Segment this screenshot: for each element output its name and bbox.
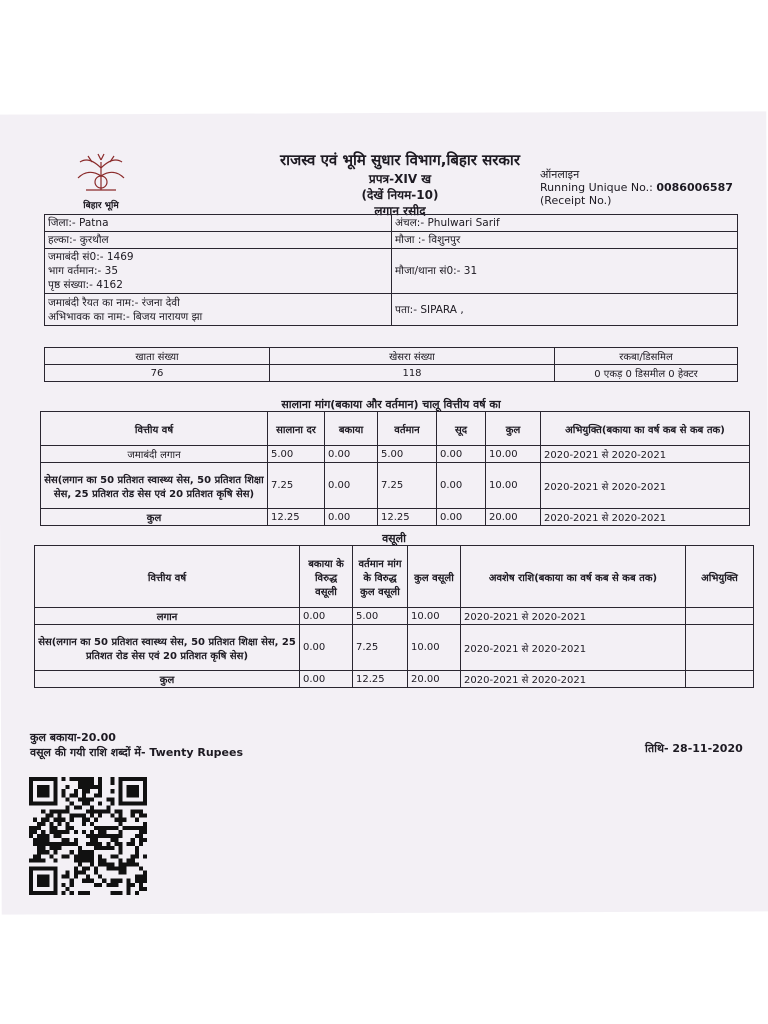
collection-table <box>34 545 754 688</box>
col-current: वर्तमान <box>378 412 437 446</box>
cell-year: कुल <box>35 671 300 688</box>
prishth-sankhya: पृष्ठ संख्या:- 4162 <box>48 279 123 291</box>
rule-reference: (देखें नियम-10) <box>361 188 439 202</box>
cell-total-collection: 10.00 <box>408 608 461 625</box>
col-arrear-collection: बकाया के विरुद्ध वसूली <box>300 546 353 608</box>
info-table <box>44 214 738 326</box>
halka: हल्का:- कुरथौल <box>45 232 392 249</box>
cell-year: लगान <box>35 608 300 625</box>
address: पता:- SIPARA , <box>392 294 738 326</box>
receipt-date: तिथि- 28-11-2020 <box>645 742 743 755</box>
demand-caption: सालाना मांग(बकाया और वर्तमान) चालू वित्तीय वर्ष का <box>281 398 501 411</box>
cell-year: कुल <box>41 509 268 526</box>
cell-total: 20.00 <box>486 509 541 526</box>
cell-arrear-collection: 0.00 <box>300 625 353 671</box>
mauja: मौजा :- विशुनपुर <box>392 232 738 249</box>
col-total-collection: कुल वसूली <box>408 546 461 608</box>
unique-no-value: 0086006587 <box>656 181 733 194</box>
cell-year: सेस(लगान का 50 प्रतिशत स्वास्थ्य सेस, 50 प्रतिशत शिक्षा सेस, 25 प्रतिशत रोड सेस एवं 20 प्रतिशत कृषि सेस) <box>41 463 268 509</box>
thana-no: मौजा/थाना सं0:- 31 <box>392 249 738 294</box>
table-row <box>41 463 750 509</box>
form-number: प्रपत्र-XIV ख <box>368 172 432 186</box>
cell-year: सेस(लगान का 50 प्रतिशत स्वास्थ्य सेस, 50 प्रतिशत शिक्षा सेस, 25 प्रतिशत रोड सेस एवं 20 प्रतिशत कृषि सेस) <box>35 625 300 671</box>
khesra-header: खेसरा संख्या <box>270 348 555 365</box>
cell-remark <box>686 671 754 688</box>
collection-caption: वसूली <box>382 532 406 545</box>
rakba-header: रकबा/डिसमिल <box>555 348 738 365</box>
cell-total-collection: 20.00 <box>408 671 461 688</box>
col-current-collection: वर्तमान मांग के विरुद्ध कुल वसूली <box>353 546 408 608</box>
col-remark: अभियुक्ति(बकाया का वर्ष कब से कब तक) <box>541 412 750 446</box>
cell-rate: 7.25 <box>268 463 325 509</box>
emblem-icon <box>68 148 134 194</box>
cell-total-collection: 10.00 <box>408 625 461 671</box>
department-title: राजस्व एवं भूमि सुधार विभाग,बिहार सरकार <box>280 151 520 169</box>
table-header-row <box>35 546 754 608</box>
cell-balance: 2020-2021 से 2020-2021 <box>461 625 686 671</box>
col-financial-year: वित्तीय वर्ष <box>35 546 300 608</box>
cell-remark <box>686 625 754 671</box>
cell-remark <box>686 608 754 625</box>
jamabandi-details <box>45 249 392 294</box>
demand-table <box>40 411 750 526</box>
table-row <box>35 625 754 671</box>
cell-interest: 0.00 <box>437 446 486 463</box>
cell-year: जमाबंदी लगान <box>41 446 268 463</box>
col-financial-year: वित्तीय वर्ष <box>41 412 268 446</box>
cell-current-collection: 7.25 <box>353 625 408 671</box>
guardian-name: अभिभावक का नाम:- बिजय नारायण झा <box>48 310 203 323</box>
bhag-vartman: भाग वर्तमान:- 35 <box>48 265 119 277</box>
anchal: अंचल:- Phulwari Sarif <box>392 215 738 232</box>
online-label: ऑनलाइन <box>540 168 580 181</box>
cell-rate: 12.25 <box>268 509 325 526</box>
cell-current-collection: 5.00 <box>353 608 408 625</box>
cell-current: 7.25 <box>378 463 437 509</box>
running-unique-no <box>540 181 733 194</box>
cell-arrear: 0.00 <box>325 446 378 463</box>
emblem-label: बिहार भूमि <box>83 201 119 211</box>
khata-header: खाता संख्या <box>45 348 270 365</box>
rakba-value: 0 एकड़ 0 डिसमील 0 हेक्टर <box>555 365 738 382</box>
col-total: कुल <box>486 412 541 446</box>
cell-rate: 5.00 <box>268 446 325 463</box>
raiyat-name: जमाबंदी रैयत का नाम:- रंजना देवी <box>48 296 180 309</box>
col-arrear: बकाया <box>325 412 378 446</box>
cell-total: 10.00 <box>486 446 541 463</box>
bihar-bhumi-logo <box>68 148 134 210</box>
col-remark: अभियुक्ति <box>686 546 754 608</box>
cell-current: 12.25 <box>378 509 437 526</box>
cell-remark: 2020-2021 से 2020-2021 <box>541 446 750 463</box>
col-interest: सूद <box>437 412 486 446</box>
khesra-value: 118 <box>270 365 555 382</box>
receipt-no-label: (Receipt No.) <box>540 194 612 207</box>
cell-arrear-collection: 0.00 <box>300 671 353 688</box>
cell-balance: 2020-2021 से 2020-2021 <box>461 608 686 625</box>
cell-interest: 0.00 <box>437 463 486 509</box>
cell-remark: 2020-2021 से 2020-2021 <box>541 509 750 526</box>
cell-arrear: 0.00 <box>325 463 378 509</box>
cell-arrear: 0.00 <box>325 509 378 526</box>
table-row <box>41 509 750 526</box>
cell-current: 5.00 <box>378 446 437 463</box>
cell-remark: 2020-2021 से 2020-2021 <box>541 463 750 509</box>
table-header-row <box>41 412 750 446</box>
table-row <box>35 608 754 625</box>
unique-no-label: Running Unique No.: <box>540 181 653 194</box>
jamabandi-no: जमाबंदी सं0:- 1469 <box>48 251 134 263</box>
plot-table <box>44 347 738 382</box>
cell-arrear-collection: 0.00 <box>300 608 353 625</box>
col-balance: अवशेष राशि(बकाया का वर्ष कब से कब तक) <box>461 546 686 608</box>
owner-details <box>45 294 392 326</box>
khata-value: 76 <box>45 365 270 382</box>
cell-interest: 0.00 <box>437 509 486 526</box>
table-row <box>41 446 750 463</box>
cell-balance: 2020-2021 से 2020-2021 <box>461 671 686 688</box>
receipt-title: लगान रसीद <box>374 204 426 218</box>
district: जिला:- Patna <box>45 215 392 232</box>
table-row <box>35 671 754 688</box>
amount-in-words: वसूल की गयी राशि शब्दों में- Twenty Rupees <box>30 746 244 759</box>
cell-total: 10.00 <box>486 463 541 509</box>
qr-code-icon <box>28 777 148 895</box>
cell-current-collection: 12.25 <box>353 671 408 688</box>
col-annual-rate: सालाना दर <box>268 412 325 446</box>
total-due: कुल बकाया-20.00 <box>30 731 116 744</box>
